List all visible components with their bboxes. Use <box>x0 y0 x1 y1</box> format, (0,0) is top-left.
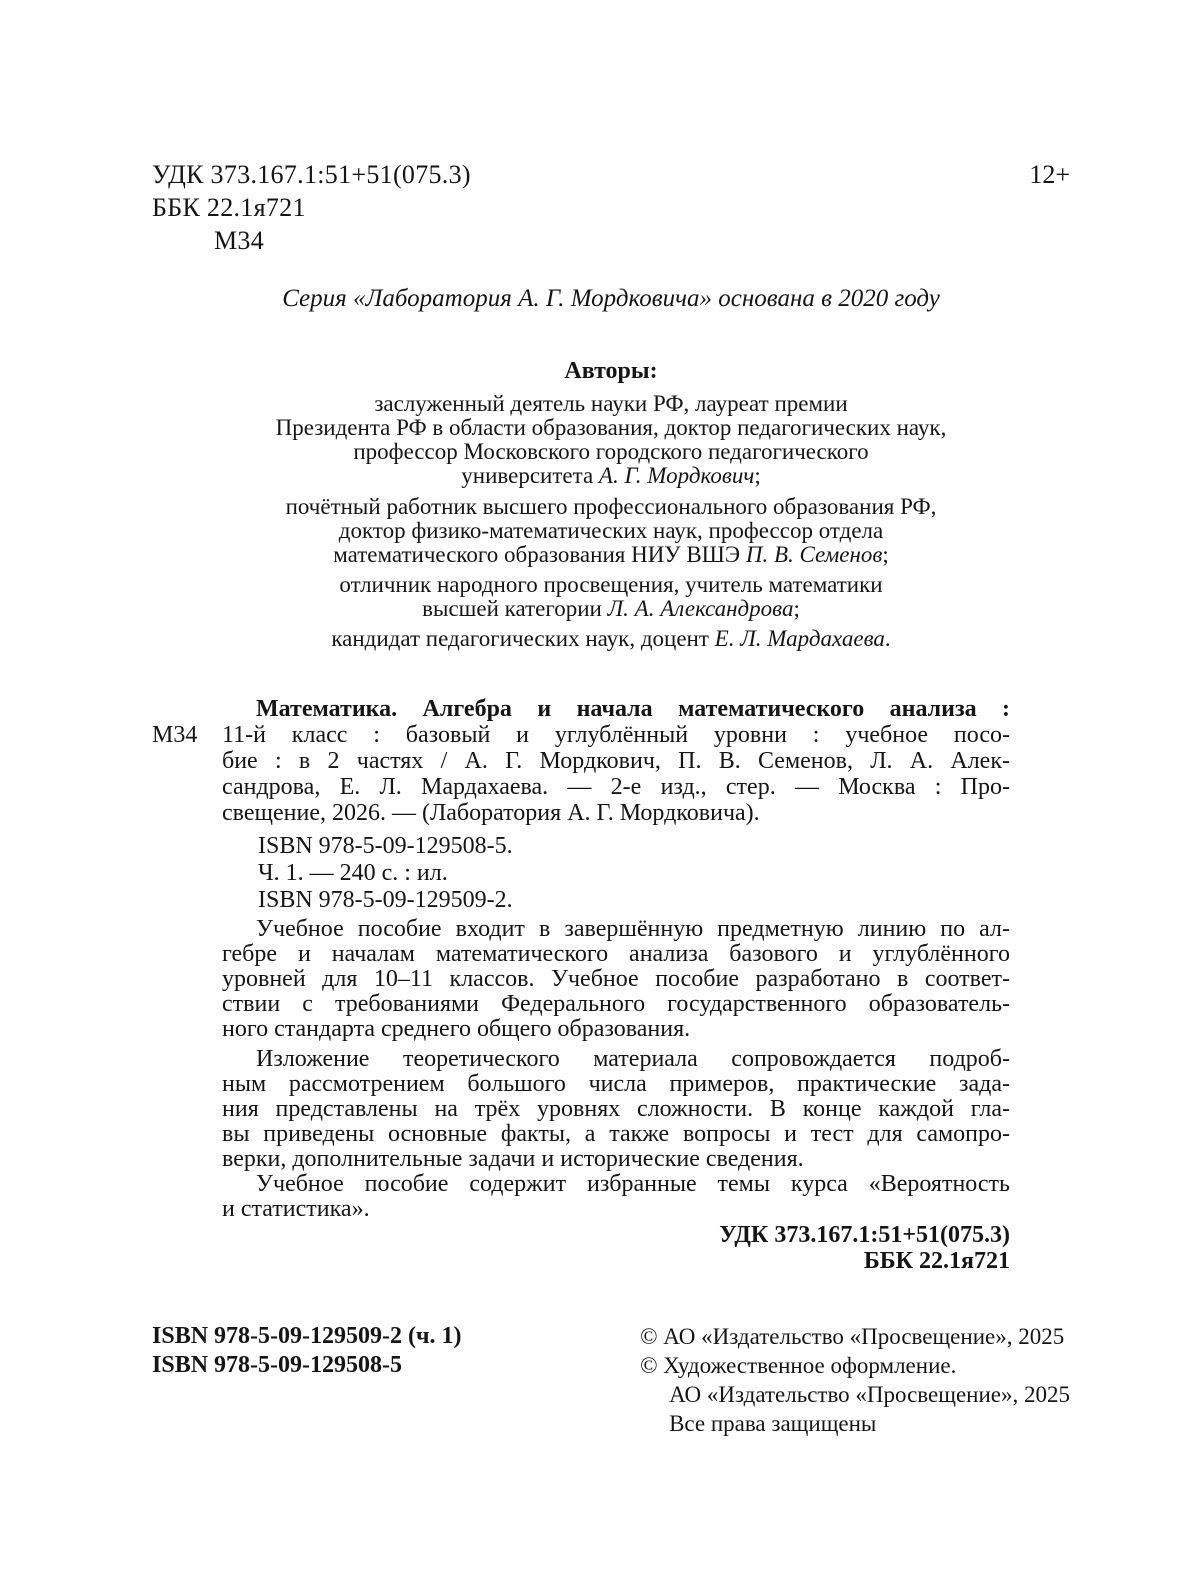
part-line: Ч. 1. — 240 с. : ил. <box>258 860 448 886</box>
author-line: кандидат педагогических наук, доцент Е. Л. Мардахаева. <box>331 626 891 651</box>
author-sign-code: М34 <box>214 226 265 255</box>
annotation-line: ным рассмотрением большого числа примеров, практические зада- <box>222 1071 1010 1097</box>
catalog-line: сандрова, Е. Л. Мардахаева. — 2-е изд., стер. — Москва : Про- <box>222 774 1010 800</box>
bbk-footer-line: ББК 22.1я721 <box>863 1248 1010 1274</box>
classifier-header <box>152 158 1070 257</box>
copyright-line: АО «Издательство «Просвещение», 2025 <box>669 1382 1070 1407</box>
author-line: математического образования НИУ ВШЭ П. В. Семенов; <box>333 542 889 567</box>
series-note: Серия «Лаборатория А. Г. Мордковича» основана в 2020 году <box>282 285 940 312</box>
isbn-line: ISBN 978-5-09-129509-2. <box>258 887 513 913</box>
annotation-line: гебре и началам математического анализа базового и углублённого <box>222 941 1010 967</box>
copyright-line: © Художественное оформление. <box>640 1353 957 1378</box>
isbn-block <box>222 833 1010 914</box>
footer-isbn-block <box>152 1322 462 1380</box>
author-group <box>152 392 1070 488</box>
catalog-margin-code: М34 <box>152 722 198 748</box>
annotation-line: и статистика». <box>222 1196 370 1222</box>
author-line: отличник народного просвещения, учитель математики <box>339 572 883 597</box>
annotation-line: ствии с требованиями Федерального государственного образователь- <box>222 991 1010 1017</box>
annotation-line: ния представлены на трёх уровнях сложности. В конце каждой гла- <box>222 1096 1010 1122</box>
annotation-line: верки, дополнительные задачи и исторические сведения. <box>222 1146 804 1172</box>
footer-isbn-line: ISBN 978-5-09-129508-5 <box>152 1352 402 1378</box>
author-line: высшей категории Л. А. Александрова; <box>422 596 800 621</box>
author-group <box>152 573 1070 621</box>
annotation-line: ного стандарта среднего общего образования. <box>222 1016 691 1042</box>
catalog-title-line: Математика. Алгебра и начала математического анализа : <box>256 696 1010 722</box>
author-line: университета А. Г. Мордкович; <box>461 463 761 488</box>
catalog-line: 11-й класс : базовый и углублённый уровни : учебное посо- <box>222 722 1010 748</box>
copyright-line: © АО «Издательство «Просвещение», 2025 <box>640 1324 1065 1349</box>
catalog-line: свещение, 2026. — (Лаборатория А. Г. Мордковича). <box>222 800 760 826</box>
author-line: почётный работник высшего профессионального образования РФ, <box>285 494 937 519</box>
footer-isbn-line: ISBN 978-5-09-129509-2 (ч. 1) <box>152 1323 462 1349</box>
author-line: заслуженный деятель науки РФ, лауреат премии <box>374 391 848 416</box>
authors-heading: Авторы: <box>564 358 658 384</box>
annotation-line: Учебное пособие входит в завершённую предметную линию по ал- <box>256 916 1010 942</box>
age-rating-badge: 12+ <box>1029 160 1070 189</box>
footer <box>152 1322 1070 1438</box>
catalog-line: бие : в 2 частях / А. Г. Мордкович, П. В. Семенов, Л. А. Алек- <box>222 748 1010 774</box>
author-group <box>152 627 1070 651</box>
annotation-paragraph <box>222 1047 1010 1172</box>
annotation-line: вы приведены основные факты, а также вопросы и тест для самопро- <box>222 1121 1010 1147</box>
author-line: Президента РФ в области образования, доктор педагогических наук, <box>275 415 947 440</box>
annotation-line: уровней для 10–11 классов. Учебное пособие разработано в соответ- <box>222 966 1010 992</box>
author-group <box>152 495 1070 567</box>
catalog-card <box>152 696 1010 826</box>
annotation-line: Изложение теоретического материала сопровождается подроб- <box>256 1046 1010 1072</box>
udk-footer-line: УДК 373.167.1:51+51(075.3) <box>719 1222 1010 1248</box>
annotation-paragraph <box>222 1172 1010 1222</box>
copyright-block <box>640 1322 1070 1438</box>
classifier-footer <box>222 1222 1010 1274</box>
author-line: доктор физико-математических наук, профессор отдела <box>338 518 884 543</box>
annotation-line: Учебное пособие содержит избранные темы курса «Вероятность <box>256 1171 1010 1197</box>
copyright-line: Все права защищены <box>669 1411 877 1436</box>
classifier-header-left <box>152 158 471 257</box>
annotation-paragraph <box>222 917 1010 1042</box>
udk-line: УДК 373.167.1:51+51(075.3) <box>152 160 471 189</box>
author-line: профессор Московского городского педагогического <box>353 439 869 464</box>
bbk-line: ББК 22.1я721 <box>152 193 306 222</box>
isbn-line: ISBN 978-5-09-129508-5. <box>258 833 513 859</box>
